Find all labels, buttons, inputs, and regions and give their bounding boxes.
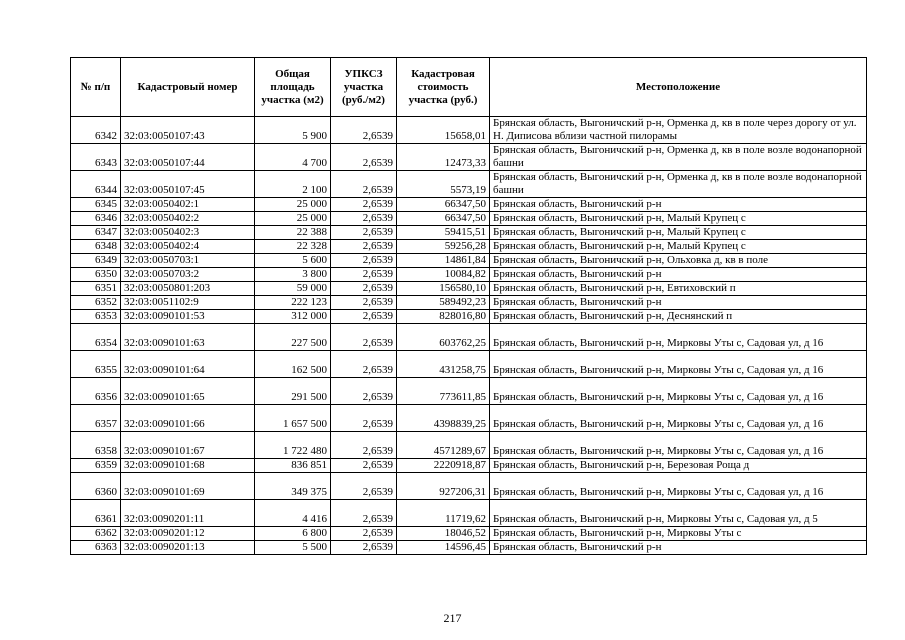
cell-cadastral-value: 5573,19 (397, 171, 490, 198)
cell-location: Брянская область, Выгоничский р-н, Орменка д, кв в поле возле водонапорной башни (490, 171, 867, 198)
cell-cadastral-value: 156580,10 (397, 282, 490, 296)
header-cadastral-number: Кадастровый номер (121, 58, 255, 117)
cell-location: Брянская область, Выгоничский р-н, Мирковы Уты с, Садовая ул, д 16 (490, 378, 867, 405)
table-row (71, 268, 867, 282)
cell-area: 312 000 (255, 310, 331, 324)
cadastral-value-table (70, 57, 867, 555)
table-row (71, 254, 867, 268)
cell-num: 6348 (71, 240, 121, 254)
cell-location: Брянская область, Выгоничский р-н (490, 296, 867, 310)
cell-cadastral-number: 32:03:0050703:1 (121, 254, 255, 268)
table-row (71, 282, 867, 296)
table-row (71, 432, 867, 459)
cell-num: 6363 (71, 541, 121, 555)
cell-num: 6353 (71, 310, 121, 324)
cell-upkszu: 2,6539 (331, 405, 397, 432)
table-row (71, 117, 867, 144)
cell-cadastral-value: 15658,01 (397, 117, 490, 144)
cell-cadastral-number: 32:03:0050402:2 (121, 212, 255, 226)
table-row (71, 541, 867, 555)
cell-num: 6356 (71, 378, 121, 405)
cell-cadastral-number: 32:03:0090101:64 (121, 351, 255, 378)
cell-cadastral-value: 12473,33 (397, 144, 490, 171)
cell-cadastral-value: 589492,23 (397, 296, 490, 310)
cell-area: 2 100 (255, 171, 331, 198)
cell-cadastral-value: 10084,82 (397, 268, 490, 282)
cell-num: 6359 (71, 459, 121, 473)
cell-area: 59 000 (255, 282, 331, 296)
cell-cadastral-number: 32:03:0090101:63 (121, 324, 255, 351)
cell-num: 6351 (71, 282, 121, 296)
table-row (71, 527, 867, 541)
cell-cadastral-value: 59256,28 (397, 240, 490, 254)
cell-cadastral-number: 32:03:0090201:11 (121, 500, 255, 527)
table-row (71, 212, 867, 226)
cell-location: Брянская область, Выгоничский р-н, Мирковы Уты с, Садовая ул, д 16 (490, 405, 867, 432)
cell-area: 349 375 (255, 473, 331, 500)
table-row (71, 378, 867, 405)
cell-cadastral-number: 32:03:0050402:4 (121, 240, 255, 254)
cell-upkszu: 2,6539 (331, 541, 397, 555)
cell-area: 6 800 (255, 527, 331, 541)
cell-location: Брянская область, Выгоничский р-н, Ольховка д, кв в поле (490, 254, 867, 268)
cell-location: Брянская область, Выгоничский р-н, Мирковы Уты с, Садовая ул, д 16 (490, 351, 867, 378)
table-row (71, 240, 867, 254)
cell-upkszu: 2,6539 (331, 282, 397, 296)
cell-num: 6350 (71, 268, 121, 282)
cell-cadastral-number: 32:03:0050703:2 (121, 268, 255, 282)
cell-location: Брянская область, Выгоничский р-н, Орменка д, кв в поле возле водонапорной башни (490, 144, 867, 171)
cell-upkszu: 2,6539 (331, 500, 397, 527)
cell-location: Брянская область, Выгоничский р-н, Мирковы Уты с (490, 527, 867, 541)
header-location: Местоположение (490, 58, 867, 117)
cell-num: 6342 (71, 117, 121, 144)
cell-num: 6362 (71, 527, 121, 541)
cell-location: Брянская область, Выгоничский р-н, Мирковы Уты с, Садовая ул, д 5 (490, 500, 867, 527)
table-row (71, 296, 867, 310)
cell-cadastral-number: 32:03:0051102:9 (121, 296, 255, 310)
cell-location: Брянская область, Выгоничский р-н, Мирковы Уты с, Садовая ул, д 16 (490, 432, 867, 459)
header-cadastral-value: Кадастровая стоимость участка (руб.) (397, 58, 490, 117)
cell-cadastral-value: 603762,25 (397, 324, 490, 351)
cell-upkszu: 2,6539 (331, 378, 397, 405)
cell-cadastral-number: 32:03:0090101:65 (121, 378, 255, 405)
table-row (71, 324, 867, 351)
cell-num: 6358 (71, 432, 121, 459)
cell-num: 6360 (71, 473, 121, 500)
cell-cadastral-value: 59415,51 (397, 226, 490, 240)
cell-location: Брянская область, Выгоничский р-н, Мирковы Уты с, Садовая ул, д 16 (490, 324, 867, 351)
page-number: 217 (443, 611, 462, 625)
cell-cadastral-number: 32:03:0050402:1 (121, 198, 255, 212)
cell-location: Брянская область, Выгоничский р-н (490, 198, 867, 212)
cell-upkszu: 2,6539 (331, 527, 397, 541)
cell-cadastral-value: 4571289,67 (397, 432, 490, 459)
cell-upkszu: 2,6539 (331, 268, 397, 282)
header-area: Общая площадь участка (м2) (255, 58, 331, 117)
cell-upkszu: 2,6539 (331, 310, 397, 324)
cell-num: 6357 (71, 405, 121, 432)
cell-cadastral-number: 32:03:0090101:68 (121, 459, 255, 473)
cell-cadastral-number: 32:03:0090201:13 (121, 541, 255, 555)
cell-upkszu: 2,6539 (331, 226, 397, 240)
cell-num: 6346 (71, 212, 121, 226)
cell-cadastral-value: 11719,62 (397, 500, 490, 527)
cell-num: 6355 (71, 351, 121, 378)
cell-area: 1 657 500 (255, 405, 331, 432)
cell-area: 227 500 (255, 324, 331, 351)
cell-cadastral-number: 32:03:0050402:3 (121, 226, 255, 240)
cell-cadastral-number: 32:03:0090101:69 (121, 473, 255, 500)
cell-cadastral-number: 32:03:0050801:203 (121, 282, 255, 296)
cell-area: 22 388 (255, 226, 331, 240)
cell-area: 4 700 (255, 144, 331, 171)
cell-area: 162 500 (255, 351, 331, 378)
cell-cadastral-value: 14861,84 (397, 254, 490, 268)
cell-upkszu: 2,6539 (331, 171, 397, 198)
table-row (71, 351, 867, 378)
cell-area: 3 800 (255, 268, 331, 282)
table-row (71, 310, 867, 324)
cell-location: Брянская область, Выгоничский р-н (490, 541, 867, 555)
cell-cadastral-value: 18046,52 (397, 527, 490, 541)
cell-upkszu: 2,6539 (331, 212, 397, 226)
cell-area: 4 416 (255, 500, 331, 527)
cell-cadastral-value: 2220918,87 (397, 459, 490, 473)
cell-num: 6345 (71, 198, 121, 212)
cell-cadastral-number: 32:03:0090201:12 (121, 527, 255, 541)
cell-area: 22 328 (255, 240, 331, 254)
table-row (71, 198, 867, 212)
cell-location: Брянская область, Выгоничский р-н, Орменка д, кв в поле через дорогу от ул. Н. Диписова вблизи частной пилорамы (490, 117, 867, 144)
cell-area: 25 000 (255, 212, 331, 226)
cell-area: 5 900 (255, 117, 331, 144)
cell-location: Брянская область, Выгоничский р-н, Малый Крупец с (490, 240, 867, 254)
cell-num: 6352 (71, 296, 121, 310)
cell-upkszu: 2,6539 (331, 240, 397, 254)
cell-num: 6347 (71, 226, 121, 240)
cell-num: 6343 (71, 144, 121, 171)
cell-upkszu: 2,6539 (331, 117, 397, 144)
cell-cadastral-value: 66347,50 (397, 198, 490, 212)
cell-location: Брянская область, Выгоничский р-н, Березовая Роща д (490, 459, 867, 473)
table-row (71, 473, 867, 500)
cell-area: 836 851 (255, 459, 331, 473)
cell-upkszu: 2,6539 (331, 432, 397, 459)
table-row (71, 171, 867, 198)
cell-area: 291 500 (255, 378, 331, 405)
cell-num: 6361 (71, 500, 121, 527)
cell-upkszu: 2,6539 (331, 324, 397, 351)
cell-cadastral-number: 32:03:0090101:67 (121, 432, 255, 459)
header-num: № п/п (71, 58, 121, 117)
cell-location: Брянская область, Выгоничский р-н, Мирковы Уты с, Садовая ул, д 16 (490, 473, 867, 500)
cell-location: Брянская область, Выгоничский р-н, Евтиховский п (490, 282, 867, 296)
cell-location: Брянская область, Выгоничский р-н, Малый Крупец с (490, 212, 867, 226)
cell-upkszu: 2,6539 (331, 144, 397, 171)
cell-area: 222 123 (255, 296, 331, 310)
cell-upkszu: 2,6539 (331, 459, 397, 473)
cell-area: 5 600 (255, 254, 331, 268)
cell-cadastral-value: 927206,31 (397, 473, 490, 500)
cell-cadastral-value: 773611,85 (397, 378, 490, 405)
cell-cadastral-number: 32:03:0050107:45 (121, 171, 255, 198)
cell-cadastral-value: 431258,75 (397, 351, 490, 378)
cell-cadastral-number: 32:03:0050107:43 (121, 117, 255, 144)
cell-upkszu: 2,6539 (331, 296, 397, 310)
table-row (71, 226, 867, 240)
cell-cadastral-number: 32:03:0050107:44 (121, 144, 255, 171)
cell-num: 6349 (71, 254, 121, 268)
table-header-row (71, 58, 867, 117)
cell-cadastral-number: 32:03:0090101:66 (121, 405, 255, 432)
cell-area: 1 722 480 (255, 432, 331, 459)
header-upkszu: УПКСЗ участка (руб./м2) (331, 58, 397, 117)
cell-upkszu: 2,6539 (331, 198, 397, 212)
table-row (71, 459, 867, 473)
cell-cadastral-number: 32:03:0090101:53 (121, 310, 255, 324)
cell-upkszu: 2,6539 (331, 351, 397, 378)
cell-area: 25 000 (255, 198, 331, 212)
table-row (71, 500, 867, 527)
cell-location: Брянская область, Выгоничский р-н (490, 268, 867, 282)
cell-upkszu: 2,6539 (331, 473, 397, 500)
cell-upkszu: 2,6539 (331, 254, 397, 268)
cell-location: Брянская область, Выгоничский р-н, Малый Крупец с (490, 226, 867, 240)
table-row (71, 144, 867, 171)
cell-location: Брянская область, Выгоничский р-н, Деснянский п (490, 310, 867, 324)
cell-num: 6354 (71, 324, 121, 351)
table-row (71, 405, 867, 432)
cell-cadastral-value: 14596,45 (397, 541, 490, 555)
table-body (71, 117, 867, 555)
cell-num: 6344 (71, 171, 121, 198)
cell-cadastral-value: 828016,80 (397, 310, 490, 324)
cell-cadastral-value: 66347,50 (397, 212, 490, 226)
cell-cadastral-value: 4398839,25 (397, 405, 490, 432)
cell-area: 5 500 (255, 541, 331, 555)
